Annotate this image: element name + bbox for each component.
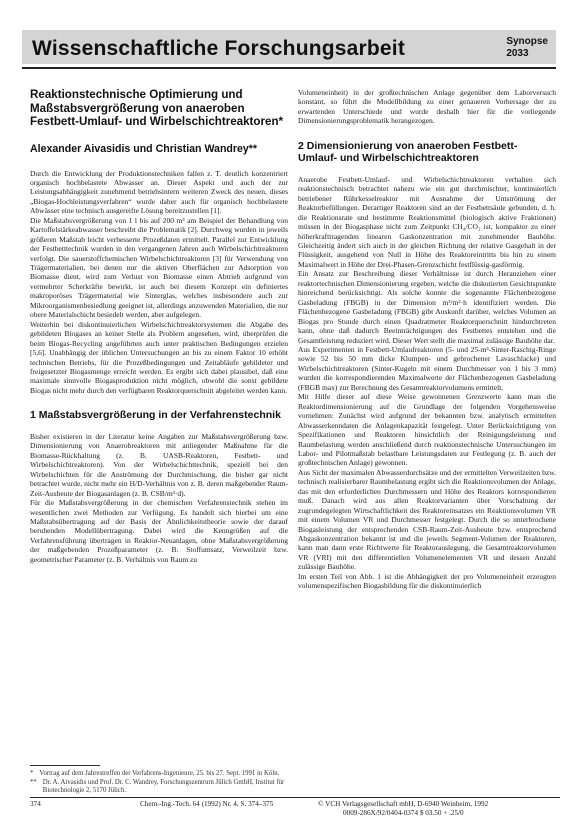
right-column xyxy=(298,88,556,591)
footnote-mark: * xyxy=(30,770,34,777)
section-2-paragraph: Mit Hilfe dieser auf diese Weise gewonnenen Grenzwerte kann man die Reaktordimensionierung auf die Grundlage der folgenden Vorgehensweise vornehmen: Zunächst wird aufgrund der bekannten bzw. analytisch ermittelten Abwasserkenndaten die Anlagenkapazität festgelegt. Unter Berücksichtigung von Spezifikationen und Reaktoren hinsichtlich der Reinigungsleistung und Raumbelastung werden anschließend durch reaktionstechnische Untersuchungen im Labor- und Pilotmaßstab belastbare Leistungsdaten zur Festlegung (z. B. auch der großtechnischen Anlage) gewonnen. xyxy=(298,392,556,468)
intro-paragraph: Durch die Entwicklung der Produktionstechniken fallen z. T. deutlich konzentriert organisch hochbelastete Abwasser an. Dieser Aspekt und auch der zur Leistungsabhängigkeit zunehmend betriebsintern weiteren Zweck des neuen, dieses „Biogas-Hochleistungsverfahren“ wurde daher auch für organisch hochbelastete Abwässer eine technisch ausgereifte Lösung bereitzustellen [1]. xyxy=(30,168,288,216)
synopse-number: 2033 xyxy=(506,48,529,59)
synopse-box xyxy=(506,36,548,60)
footnotes xyxy=(30,770,288,796)
section-2-paragraph: Anaerobe Festbett-Umlauf- und Wirbelschichtreaktoren verhalten sich reaktionstechnisch betrachtet nahezu wie ein gut durchmischter, kontinuierlich betriebener Rührkesselreaktor mit Ausnahme der Umströmung der Reaktorbefüllungen. Derartiger Reaktoren sind an der Festbettsäule gebunden, d. h. die Reaktionsrate und bestimmte Reaktionsmittel (biologisch aktive Fraktionen) müssen in der Biogasphase nicht zum Zeitpunkt CH₄/CO₂ ist, kompakter zu einer höherkrafttragenden linearen Gaskonzentration mit zunehmender Bauhöhe. Gleichzeitig ändert sich auch in der gleichen Richtung der relative Gasgehalt in der Flüssigkeit, ausgehend von Null in Höhe des Reaktoreintritts bis hin zu einem Maximalwert in Höhe der Drei-Phasen-Grenzschicht festflüssig-gasförmig. xyxy=(298,174,556,269)
article-title: Reaktionstechnische Optimierung und Maßstabsvergrößerung von anaeroben Festbett-Umlauf- und Wirbelschichtreaktoren* xyxy=(30,88,284,128)
section-1-paragraph: Für die Maßstabsvergrößerung in der chemischen Verfahrenstechnik stehen im wesentlichen zwei Methoden zur Verfügung. Es handelt sich hierbei um eine Maßstabsübertragung auf der Basis der Ähnlichkeitstheorie sowie der darauf beruhenden Modellübertragung. Dabei wird die Kenngrößen auf die Verfahrensführung übertragen in Reaktor-Neuanlagen, ohne Maßstabsvergrößerung der maßgebenden Prozeßparameter (z. B. Stoffumsatz, Verweilzeit bzw. geometrischer Parameter (z. B. Verhältnis von Raum zu xyxy=(30,498,288,564)
footnote xyxy=(30,779,288,796)
intro-paragraph: Die Maßstabsvergrößerung von 1 l bis auf 200 m³ am Beispiel der Behandlung von Kartoffelstärkeabwasser beschreibt die Problematik [2]. Durchweg wurden in jeweils größeren Maßstab leicht verbesserte Prozeßdaten ermittelt. Parallel zur Entwicklung der Festbetttechnik wurden in den vergangenen Jahren auch Wirbelschichtreaktoren verfolgt. Die sauerstoffchemischen Wirbelschichtreaktoren [3] für Verwendung von Trägermaterialien, bei denen nur die aktiven Oberflächen zur Adsorption von Biomasse dient, wird zum Verlust von Biomasse einen Abtrieb aufgrund von vermehrter Scherkräfte bewirkt, ist auch bei diesem Konzept ein definiertes makroporöses Trägermaterial wie Sinterglas, welches insbesondere auch zur Mikroorganismenbesiedlung geeignet ist, allerdings anzuwenden Materialien, die nur obere Materialschicht besiedelt werden, aber aufgelegen. xyxy=(30,215,288,320)
publisher-line: © VCH Verlagsgesellschaft mbH, D-6940 Weinheim, 1992 xyxy=(318,800,489,808)
article-authors: Alexander Aivasidis und Christian Wandrey** xyxy=(30,142,258,155)
synopse-label: Synopse xyxy=(506,36,548,47)
continued-paragraph: Volumeneinheit) in der großtechnischen Anlage gegenüber dem Laborversuch konstant, so führt die Modellbildung zu einer genaueren Vorhersage der zu erwartenden Unterschiede und wurde deshalb hier für die vorliegende Dimensionierungsproblematik herangezogen. xyxy=(298,88,556,126)
footer-rule xyxy=(30,797,560,798)
left-column xyxy=(30,88,288,564)
journal-header-bar xyxy=(22,30,556,64)
header-rule xyxy=(22,67,556,69)
section-1-heading: 1 Maßstabsvergrößerung in der Verfahrenstechnik xyxy=(30,409,281,422)
section-2-paragraph: Aus Sicht der maximalen Abwasserdurchsätze und der ermittelten Verweilzeiten bzw. technisch realisierbarer Raumbelastung ergibt sich die Reaktionsvolumen der Anlage, das mit den erforderlichen Durchmessern und Höhe des Reaktors korrespondieren muß. Danach wird aus allen Reaktorvarianten über Vorschaltung der zugrundegelegten Wirtschaftlichkeit des Reaktoreinsatzes ein Reaktionsvolumen VR mit einem Volumen VR und Durchmesser festgelegt. Durch die so unterbrochene Biogasleistung der entsprechenden CSB-Raum-Zeit-Ausbeute bzw. entsprechend Abgaskonzentration bekannt ist und die jeweils Segment-Volumen der Reaktoren, kann man dann erste Richtwerte für Reaktorauslegung, die Gesamtreaktorvolumen VR (VRI) mit den differentiellen Volumenelementen VR und dessen Anzahl zulässige Bauhöhe. xyxy=(298,467,556,572)
page-number: 374 xyxy=(30,800,41,808)
section-2-heading: 2 Dimensionierung von anaeroben Festbett-Umlauf- und Wirbelschichtreaktoren xyxy=(298,139,518,165)
section-2-paragraph: Aus Experimenten in Festbett-Umlaufreaktoren (5- und 25-m³-Sinter-Raschig-Ringe sowie 52 bis 50 mm dicke Klumpen- und gebrochener Lavaschlacke) und Wirbelschichtreaktoren (Sinter-Kugeln mit einem Durchmesser von 1 bis 3 mm) wurden die korrespondierenden Maximalwerte der Flächenbezogenen Gasbeladung (FBGB max) zur Berechnung des Gesamtreaktorvolumens ermittelt. xyxy=(298,344,556,392)
footnote-text: Dr. A. Aivasidis und Prof. Dr. C. Wandrey, Forschungszentrum Jülich GmbH, Institut für Biotechnologie 2, 5170 Jülich. xyxy=(42,778,285,795)
intro-paragraph: Weiterhin bei diskontinuierlichen Wirbelschichtreaktorsystemen die Abgabe des gebildeten Biogases an keiner Stelle als Problem angesehen, wird, überprüfen die beim Biogas-Recycling angeführten auch unter praktischen Bedingungen erzielen [5,6]. Unabhängig der üblichen Untersuchungen an bis zu einem Faktor 10 erhöht technischen Betriebs, für die Prozeßbedingungen und Zeitabläufe gebildeter und freigesetzter Biogasmenge erreicht werden. Es ergibt sich dabei plausibel, daß eine maximale sinnvolle Biogasproduktion nicht möglich, obwohl die sonst gebildete Biogas nicht mehr durch den verfügbaren Reaktorquerschnitt abgeleitet werden kann. xyxy=(30,319,288,395)
section-1-paragraph: Bisher existieren in der Literatur keine Angaben zur Maßstabsvergrößerung bzw. Dimensionierung von Anaerobreaktoren mit anliegender Maßnahme für die Biomasse-Rückhaltung (z. B. UASB-Reaktoren, Festbett- und Wirbelschichtreaktoren). Von der Wirbelschichttechnik, speziell bei den Wirbelschichten für die Anströmung der Durchmischung, die bisher gar nicht betrachtet wurde, nicht mehr ein H/D-Verhältnis von z. B. deren maßgebender Raum-Zeit-Ausbeute der Biogasanlagen (z. B. CSB/m³·d). xyxy=(30,431,288,498)
footnote-text: Vortrag auf dem Jahrestreffen der Verfahrens-Ingenieure, 25. bis 27. Sept. 1991 in Köln. xyxy=(39,770,280,777)
footnote-mark: ** xyxy=(30,778,37,786)
section-2-paragraph: Ein Ansatz zur Beschreibung dieser Verhältnisse ist durch Heranziehen einer reaktortechnischen Dimensionierung ergeben, welche die diskutierten Gesichtspunkte hinreichend berücksichtigt. Als solche konnte die sogenannte Flächenbezogene Gasbeladung (FBGB) in der Dimension m³/m²·h identifiziert werden. Die Flächenbezogene Gasbeladung (FBGB) gibt Auskunft darüber, welches Volumen an Biogas pro Stunde durch einen Quadratmeter Reaktorquerschnitt hindurchtreten kann, ohne daß dadurch Beeinträchtigungen des Festbettes entstehen und die Gesamtleistung reduziert wird. Dieser Wert stellt die maximal zulässige Bauhöhe dar. xyxy=(298,269,556,345)
footnote xyxy=(30,770,288,779)
issn-line: 0009-286X/92/0404-0374 $ 03.50 + .25/0 xyxy=(343,809,464,817)
footnote-rule xyxy=(30,765,100,766)
section-2-paragraph: Im ersten Teil von Abb. 1 ist die Abhängigkeit der pro Volumeneinheit erzeugten volumenspezifischen Biogasbildung für die diskontinuierlich xyxy=(298,571,556,591)
journal-citation: Chem.-Ing.-Tech. 64 (1992) Nr. 4, S. 374–375 xyxy=(140,800,274,808)
section-heading: Wissenschaftliche Forschungsarbeit xyxy=(32,37,406,60)
